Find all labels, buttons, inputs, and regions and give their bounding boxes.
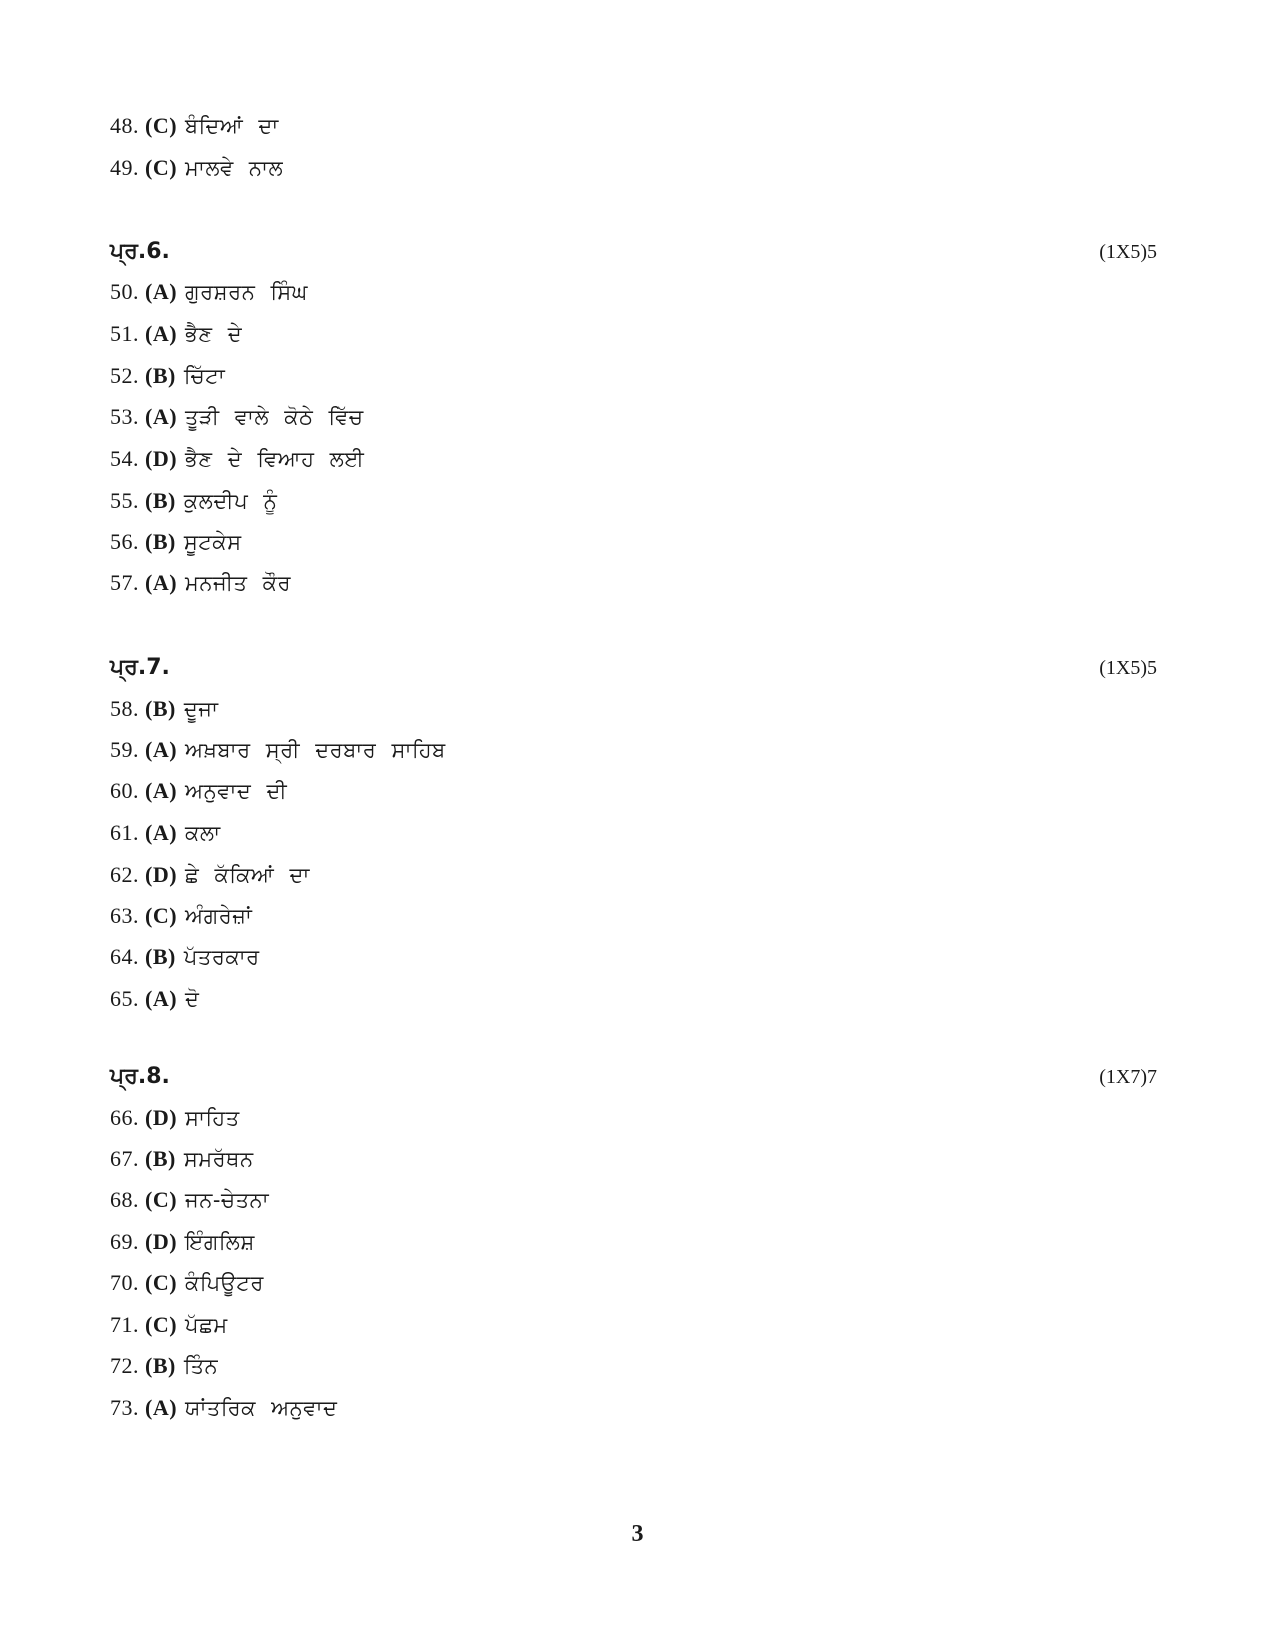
answer-item [110, 445, 364, 473]
item-number: 53. [110, 404, 139, 429]
answer-item [110, 985, 199, 1013]
item-answer: ਜਨ-ਚੇਤਨਾ [185, 1188, 270, 1212]
item-answer: ਕੁਲਦੀਪ ਨੂੰ [183, 489, 278, 513]
item-answer: ਪੱਛਮ [185, 1313, 228, 1337]
item-option: (A) [145, 986, 178, 1011]
item-answer: ਕਲਾ [185, 821, 221, 845]
item-number: 71. [110, 1312, 139, 1337]
item-option: (B) [145, 1146, 176, 1171]
item-option: (B) [145, 488, 176, 513]
item-answer: ਅਨੁਵਾਦ ਦੀ [185, 779, 288, 803]
item-answer: ਕੰਪਿਊਟਰ [185, 1271, 264, 1295]
item-number: 51. [110, 321, 139, 346]
item-number: 52. [110, 363, 139, 388]
item-option: (A) [145, 321, 178, 346]
answer-item [110, 1394, 337, 1422]
item-option: (B) [145, 696, 176, 721]
item-number: 64. [110, 944, 139, 969]
item-option: (B) [145, 529, 176, 554]
answer-item [110, 777, 287, 805]
item-option: (A) [145, 778, 178, 803]
item-number: 63. [110, 903, 139, 928]
answer-item [110, 403, 364, 431]
item-answer: ਦੋ [185, 987, 200, 1011]
item-answer: ਸੂਟਕੇਸ [183, 530, 242, 554]
item-option: (C) [145, 1270, 178, 1295]
item-number: 70. [110, 1270, 139, 1295]
item-answer: ਇੰਗਲਿਸ਼ [185, 1230, 255, 1254]
item-number: 69. [110, 1229, 139, 1254]
item-option: (C) [145, 1312, 178, 1337]
item-number: 68. [110, 1187, 139, 1212]
item-answer: ਦੂਜਾ [183, 697, 219, 721]
answer-item [110, 1145, 254, 1173]
section-heading: ਪ੍ਰ.7. [110, 655, 170, 680]
answer-item [110, 1311, 228, 1339]
answer-item [110, 695, 218, 723]
item-number: 50. [110, 279, 139, 304]
item-option: (C) [145, 155, 178, 180]
item-answer: ਬੰਦਿਆਂ ਦਾ [185, 114, 279, 138]
answer-item [110, 1228, 255, 1256]
item-option: (C) [145, 113, 178, 138]
answer-item [110, 1104, 240, 1132]
answer-item [110, 1269, 264, 1297]
item-answer: ਅਖ਼ਬਾਰ ਸ੍ਰੀ ਦਰਬਾਰ ਸਾਹਿਬ [185, 738, 446, 762]
item-answer: ਤਿੰਨ [183, 1354, 219, 1378]
answer-item [110, 1352, 218, 1380]
item-answer: ਗੁਰਸ਼ਰਨ ਸਿੰਘ [185, 280, 308, 304]
item-number: 72. [110, 1353, 139, 1378]
answer-item [110, 736, 446, 764]
answer-item [110, 819, 221, 847]
answer-item [110, 943, 260, 971]
item-answer: ਸਾਹਿਤ [185, 1106, 240, 1130]
answer-item [110, 569, 291, 597]
item-answer: ਮਨਜੀਤ ਕੌਰ [185, 571, 291, 595]
item-answer: ਤੂੜੀ ਵਾਲੇ ਕੋਠੇ ਵਿੱਚ [185, 405, 364, 429]
item-number: 60. [110, 778, 139, 803]
item-number: 65. [110, 986, 139, 1011]
item-number: 73. [110, 1395, 139, 1420]
item-number: 49. [110, 155, 139, 180]
item-number: 48. [110, 113, 139, 138]
item-answer: ਅੰਗਰੇਜ਼ਾਂ [185, 904, 253, 928]
item-number: 62. [110, 862, 139, 887]
answer-item [110, 112, 279, 140]
answer-item [110, 528, 242, 556]
item-option: (D) [145, 1229, 178, 1254]
item-option: (C) [145, 903, 178, 928]
item-number: 55. [110, 488, 139, 513]
item-option: (A) [145, 820, 178, 845]
item-answer: ਸਮਰੱਥਨ [183, 1147, 254, 1171]
item-answer: ਪੱਤਰਕਾਰ [183, 945, 260, 969]
item-answer: ਭੈਣ ਦੇ ਵਿਆਹ ਲਈ [185, 447, 365, 471]
page-number: 3 [631, 1521, 644, 1547]
item-number: 67. [110, 1146, 139, 1171]
item-number: 54. [110, 446, 139, 471]
item-number: 56. [110, 529, 139, 554]
item-option: (A) [145, 737, 178, 762]
answer-item [110, 154, 283, 182]
item-answer: ਚਿੱਟਾ [183, 364, 226, 388]
answer-item [110, 1186, 269, 1214]
section-marks: (1X7)7 [1099, 1066, 1157, 1088]
item-answer: ਯਾਂਤਰਿਕ ਅਨੁਵਾਦ [185, 1396, 338, 1420]
answer-item [110, 861, 310, 889]
item-option: (A) [145, 1395, 178, 1420]
answer-item [110, 362, 225, 390]
item-number: 61. [110, 820, 139, 845]
item-option: (D) [145, 1105, 178, 1130]
answer-item [110, 320, 242, 348]
answer-item [110, 902, 252, 930]
item-number: 57. [110, 570, 139, 595]
item-option: (B) [145, 944, 176, 969]
item-option: (B) [145, 363, 176, 388]
section-heading: ਪ੍ਰ.6. [110, 239, 170, 264]
section-marks: (1X5)5 [1099, 657, 1157, 679]
answer-item [110, 278, 308, 306]
item-option: (A) [145, 279, 178, 304]
item-option: (D) [145, 446, 178, 471]
item-number: 58. [110, 696, 139, 721]
answer-item [110, 487, 277, 515]
item-option: (A) [145, 404, 178, 429]
item-number: 59. [110, 737, 139, 762]
item-option: (D) [145, 862, 178, 887]
section-heading: ਪ੍ਰ.8. [110, 1064, 170, 1089]
item-option: (C) [145, 1187, 178, 1212]
item-number: 66. [110, 1105, 139, 1130]
section-marks: (1X5)5 [1099, 241, 1157, 263]
item-option: (B) [145, 1353, 176, 1378]
item-answer: ਮਾਲਵੇ ਨਾਲ [185, 156, 284, 180]
item-answer: ਛੇ ਕੱਕਿਆਂ ਦਾ [185, 863, 310, 887]
item-answer: ਭੈਣ ਦੇ [185, 322, 243, 346]
item-option: (A) [145, 570, 178, 595]
